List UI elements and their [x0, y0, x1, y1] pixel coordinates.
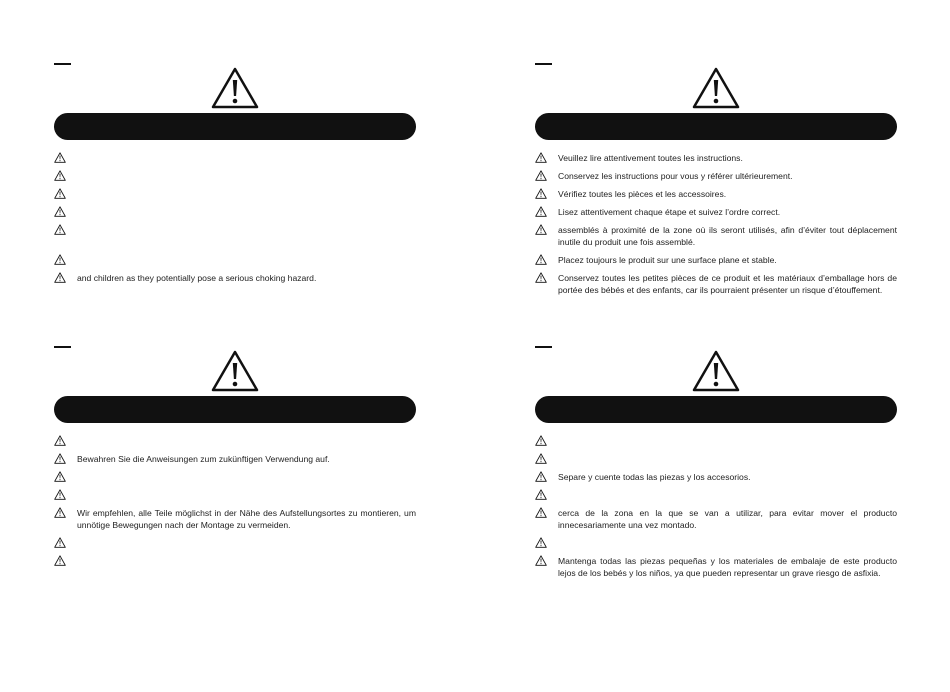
warning-triangle-icon — [535, 453, 547, 464]
warning-triangle-icon — [535, 435, 547, 446]
panel-english — [54, 63, 416, 323]
list-item — [535, 152, 897, 164]
list-item — [535, 188, 897, 200]
list-item — [54, 555, 416, 567]
warning-triangle-icon — [535, 170, 547, 181]
panel-french — [535, 63, 897, 323]
warning-triangle-icon — [535, 507, 547, 518]
warning-triangle-icon — [692, 67, 740, 109]
list-item — [535, 507, 897, 531]
list-item — [535, 555, 897, 579]
warning-list — [54, 435, 416, 573]
warning-triangle-icon — [54, 555, 66, 566]
warning-triangle-icon — [692, 350, 740, 392]
heading-bar — [54, 396, 416, 423]
warning-triangle-icon — [54, 254, 66, 265]
warning-triangle-icon — [54, 489, 66, 500]
list-item-text: Conservez toutes les petites pièces de ce produit et les matériaux d’emballage hors de portée des bébés et des enfants, car ils pourraient présenter un risque d’étouffement. — [558, 273, 897, 295]
list-item — [54, 489, 416, 501]
warning-triangle-icon — [535, 188, 547, 199]
warning-triangle-icon — [54, 272, 66, 283]
list-item-text: Vérifiez toutes les pièces et les accessoires. — [558, 189, 727, 199]
list-item — [54, 254, 416, 266]
warning-triangle-icon — [535, 254, 547, 265]
list-item — [54, 272, 416, 284]
list-item — [535, 206, 897, 218]
warning-triangle-icon — [54, 453, 66, 464]
list-item — [535, 435, 897, 447]
warning-list — [54, 152, 416, 290]
list-item — [535, 537, 897, 549]
list-item — [535, 453, 897, 465]
list-item — [535, 224, 897, 248]
list-item — [535, 254, 897, 266]
warning-triangle-icon — [54, 170, 66, 181]
list-item-text: Mantenga todas las piezas pequeñas y los materiales de embalaje de este producto lejos de los bebés y los niños, ya que pueden representar un grave riesgo de asfixia. — [558, 556, 897, 578]
warning-triangle-icon — [211, 350, 259, 392]
warning-triangle-icon — [211, 67, 259, 109]
list-item-text: Conservez les instructions pour vous y référer ultérieurement. — [558, 171, 793, 181]
warning-triangle-icon — [535, 272, 547, 283]
list-item-text: Veuillez lire attentivement toutes les instructions. — [558, 153, 743, 163]
warning-triangle-icon — [54, 435, 66, 446]
warning-list — [535, 152, 897, 302]
section-dash — [54, 346, 71, 348]
list-item-text: Placez toujours le produit sur une surface plane et stable. — [558, 255, 777, 265]
section-dash — [535, 63, 552, 65]
list-item — [54, 188, 416, 200]
panel-german — [54, 346, 416, 606]
heading-bar — [535, 113, 897, 140]
warning-triangle-icon — [54, 471, 66, 482]
list-item-continuation: and children as they potentially pose a serious choking hazard. — [77, 273, 317, 283]
warning-list — [535, 435, 897, 585]
warning-triangle-icon — [535, 152, 547, 163]
list-item — [535, 489, 897, 501]
list-item-text: Separe y cuente todas las piezas y los accesorios. — [558, 472, 751, 482]
list-item — [54, 507, 416, 531]
list-item — [54, 224, 416, 236]
heading-bar — [54, 113, 416, 140]
list-item-continuation: assemblés à proximité de la zone où ils seront utilisés, afin d’éviter tout déplacement inutile du produit une fois assemblé. — [558, 225, 897, 247]
list-item — [54, 435, 416, 447]
list-item — [535, 471, 897, 483]
warning-triangle-icon — [535, 206, 547, 217]
list-item — [535, 170, 897, 182]
list-item — [54, 471, 416, 483]
list-item — [535, 272, 897, 296]
list-item-text: Wir empfehlen, alle Teile möglichst in der Nähe des Aufstellungsortes zu montieren, um unnötige Bewegungen nach der Montage zu vermeiden. — [77, 508, 416, 530]
list-item — [54, 152, 416, 164]
heading-bar — [535, 396, 897, 423]
warning-triangle-icon — [535, 224, 547, 235]
section-dash — [535, 346, 552, 348]
list-item — [54, 206, 416, 218]
warning-triangle-icon — [54, 152, 66, 163]
warning-triangle-icon — [535, 537, 547, 548]
list-item-text: Lisez attentivement chaque étape et suivez l’ordre correct. — [558, 207, 781, 217]
warning-triangle-icon — [54, 537, 66, 548]
list-item — [54, 453, 416, 465]
list-item — [54, 537, 416, 549]
panel-spanish — [535, 346, 897, 606]
list-item-continuation: cerca de la zona en la que se van a utilizar, para evitar mover el producto innecesariamente una vez montado. — [558, 508, 897, 530]
warning-triangle-icon — [54, 224, 66, 235]
warning-triangle-icon — [54, 188, 66, 199]
warning-triangle-icon — [535, 471, 547, 482]
warning-triangle-icon — [535, 555, 547, 566]
warning-triangle-icon — [54, 206, 66, 217]
section-dash — [54, 63, 71, 65]
warning-triangle-icon — [54, 507, 66, 518]
list-item-text: Bewahren Sie die Anweisungen zum zukünftigen Verwendung auf. — [77, 454, 330, 464]
warning-triangle-icon — [535, 489, 547, 500]
list-item — [54, 170, 416, 182]
